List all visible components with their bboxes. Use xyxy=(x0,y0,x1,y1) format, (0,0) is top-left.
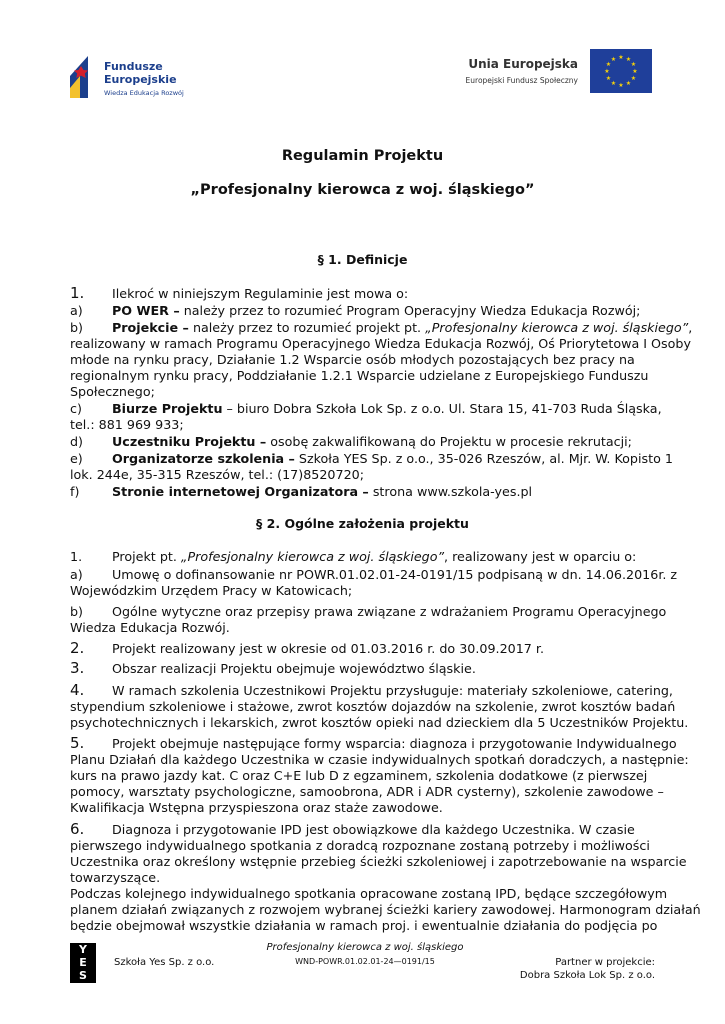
section1-heading: § 1. Definicje xyxy=(317,252,408,267)
s1-def-c: c) Biurze Projektu – biuro Dobra Szkoła Lok Sp. z o.o. Ul. Stara 15, 41-703 Ruda Śląska, xyxy=(70,401,662,416)
s2-item-1b-line2: Wiedza Edukacja Rozwój. xyxy=(70,620,230,635)
fe-title-line1: Fundusze xyxy=(104,60,163,73)
svg-text:★: ★ xyxy=(610,80,617,87)
s2-item-1a-line2: Wojewódzkim Urzędem Pracy w Katowicach; xyxy=(70,583,353,598)
svg-text:★: ★ xyxy=(605,75,612,82)
fe-title-line2: Europejskie xyxy=(104,73,177,86)
s1-def-d: d) Uczestniku Projektu – osobę zakwalifikowaną do Projektu w procesie rekrutacji; xyxy=(70,434,632,449)
s2-item-5-line3: kurs na prawo jazdy kat. C oraz C+E lub D z egzaminem, szkolenia dodatkowe (z pierwszej xyxy=(70,768,648,783)
svg-text:★: ★ xyxy=(630,75,637,82)
s2-item-3: 3. Obszar realizacji Projektu obejmuje województwo śląskie. xyxy=(70,659,476,677)
eu-flag-icon xyxy=(590,49,652,93)
s1-def-b-line4: regionalnym rynku pracy, Poddziałanie 1.2.1 Wsparcie udzielane z Europejskiego Funduszu xyxy=(70,368,649,383)
s2-para-7-line1: Podczas kolejnego indywidualnego spotkania opracowane zostaną IPD, będące szczegółowym xyxy=(70,886,668,901)
yes-logo-letter: S xyxy=(79,969,87,982)
svg-text:★: ★ xyxy=(605,61,612,68)
footer-partner-name: Dobra Szkoła Lok Sp. z o.o. xyxy=(519,970,655,981)
s1-item-1: 1. Ilekroć w niniejszym Regulaminie jest mowa o: xyxy=(70,284,409,302)
ue-subtitle: Europejski Fundusz Społeczny xyxy=(465,76,578,85)
s2-item-6: 6. Diagnoza i przygotowanie IPD jest obowiązkowe dla każdego Uczestnika. W czasie xyxy=(70,820,635,838)
yes-logo-letter: E xyxy=(79,956,87,969)
svg-text:★: ★ xyxy=(604,68,610,75)
s2-item-1: 1. Projekt pt. „Profesjonalny kierowca z woj. śląskiego”, realizowany jest w oparciu o: xyxy=(70,549,637,564)
svg-text:★: ★ xyxy=(610,56,617,63)
s1-def-c-line2: tel.: 881 969 933; xyxy=(70,417,184,432)
s2-para-7-line2: planem działań związanych z rozwojem wybranej ścieżki kariery zawodowej. Harmonogram działań xyxy=(70,902,701,917)
fe-subtitle: Wiedza Edukacja Rozwój xyxy=(104,89,184,97)
svg-text:★: ★ xyxy=(618,54,624,61)
s2-item-6-line3: Uczestnika oraz określony wstępnie przebieg ścieżki szkoleniowej i zapotrzebowanie na wsparcie xyxy=(70,854,687,869)
s2-item-5-line2: Planu Działań dla każdego Uczestnika w czasie indywidualnych spotkań doradczych, a następnie: xyxy=(70,752,689,767)
s1-def-e-line2: lok. 244e, 35-315 Rzeszów, tel.: (17)8520720; xyxy=(70,467,364,482)
s1-def-f: f) Stronie internetowej Organizatora – strona www.szkola-yes.pl xyxy=(70,484,533,499)
s2-item-6-line4: towarzyszące. xyxy=(70,870,161,885)
svg-text:★: ★ xyxy=(625,56,632,63)
s2-item-4: 4. W ramach szkolenia Uczestnikowi Projektu przysługuje: materiały szkoleniowe, catering, xyxy=(70,681,673,699)
s1-def-a: a) PO WER – należy przez to rozumieć Program Operacyjny Wiedza Edukacja Rozwój; xyxy=(70,303,641,318)
svg-text:★: ★ xyxy=(618,82,624,89)
s2-item-1a: a) Umowę o dofinansowanie nr POWR.01.02.01-24-0191/15 podpisaną w dn. 14.06.2016r. z xyxy=(70,567,678,582)
svg-text:★: ★ xyxy=(630,61,637,68)
s1-def-b-line3: młode na rynku pracy, Działanie 1.2 Wsparcie osób młodych pozostających bez pracy na xyxy=(70,352,635,367)
footer-company: Szkoła Yes Sp. z o.o. xyxy=(114,957,215,968)
footer-partner-label: Partner w projekcie: xyxy=(555,957,655,968)
svg-text:★: ★ xyxy=(625,80,632,87)
s2-item-5-line5: Kwalifikacja Wstępna przyspieszona oraz staże zawodowe. xyxy=(70,800,443,815)
s1-def-e: e) Organizatorze szkolenia – Szkoła YES Sp. z o.o., 35-026 Rzeszów, al. Mjr. W. Kopisto 1 xyxy=(70,451,673,466)
s1-def-b-line5: Społecznego; xyxy=(70,384,155,399)
fe-star-icon xyxy=(70,52,100,98)
yes-logo-letter: Y xyxy=(79,943,87,956)
s1-def-b-line2: realizowany w ramach Programu Operacyjnego Wiedza Edukacja Rozwój, Oś Priorytetowa I Osoby xyxy=(70,336,691,351)
section2-heading: § 2. Ogólne założenia projektu xyxy=(256,516,469,531)
ue-title: Unia Europejska xyxy=(468,57,578,71)
footer-project-name: Profesjonalny kierowca z woj. śląskiego xyxy=(266,942,464,953)
s2-item-5: 5. Projekt obejmuje następujące formy wsparcia: diagnoza i przygotowanie Indywidualnego xyxy=(70,734,677,752)
svg-text:★: ★ xyxy=(632,68,638,75)
page-subtitle: „Profesjonalny kierowca z woj. śląskiego” xyxy=(190,182,535,198)
s2-item-2: 2. Projekt realizowany jest w okresie od 01.03.2016 r. do 30.09.2017 r. xyxy=(70,639,544,657)
footer-project-number: WND-POWR.01.02.01-24—0191/15 xyxy=(295,957,435,966)
s2-item-6-line2: pierwszego indywidualnego spotkania z doradcą rozpoznane zostaną potrzeby i możliwości xyxy=(70,838,650,853)
s1-def-b: b) Projekcie – należy przez to rozumieć projekt pt. „Profesjonalny kierowca z woj. śląskiego”, xyxy=(70,320,693,335)
s2-para-7-line3: będzie obejmował wszystkie działania w ramach proj. i ewentualnie działania do podjęcia po xyxy=(70,918,658,933)
s2-item-5-line4: pomocy, warsztaty psychologiczne, samoobrona, ADR i ADR cysterny), szkolenie zawodowe – xyxy=(70,784,664,799)
page-title: Regulamin Projektu xyxy=(281,148,444,164)
s2-item-1b: b) Ogólne wytyczne oraz przepisy prawa związane z wdrażaniem Programu Operacyjnego xyxy=(70,604,667,619)
s2-item-4-line3: psychotechnicznych i lekarskich, zwrot kosztów opieki nad dzieckiem dla 5 Uczestników Projektu. xyxy=(70,715,689,730)
s2-item-4-line2: stypendium szkoleniowe i stażowe, zwrot kosztów dojazdów na szkolenie, zwrot kosztów badań xyxy=(70,699,676,714)
yes-logo xyxy=(70,943,96,983)
